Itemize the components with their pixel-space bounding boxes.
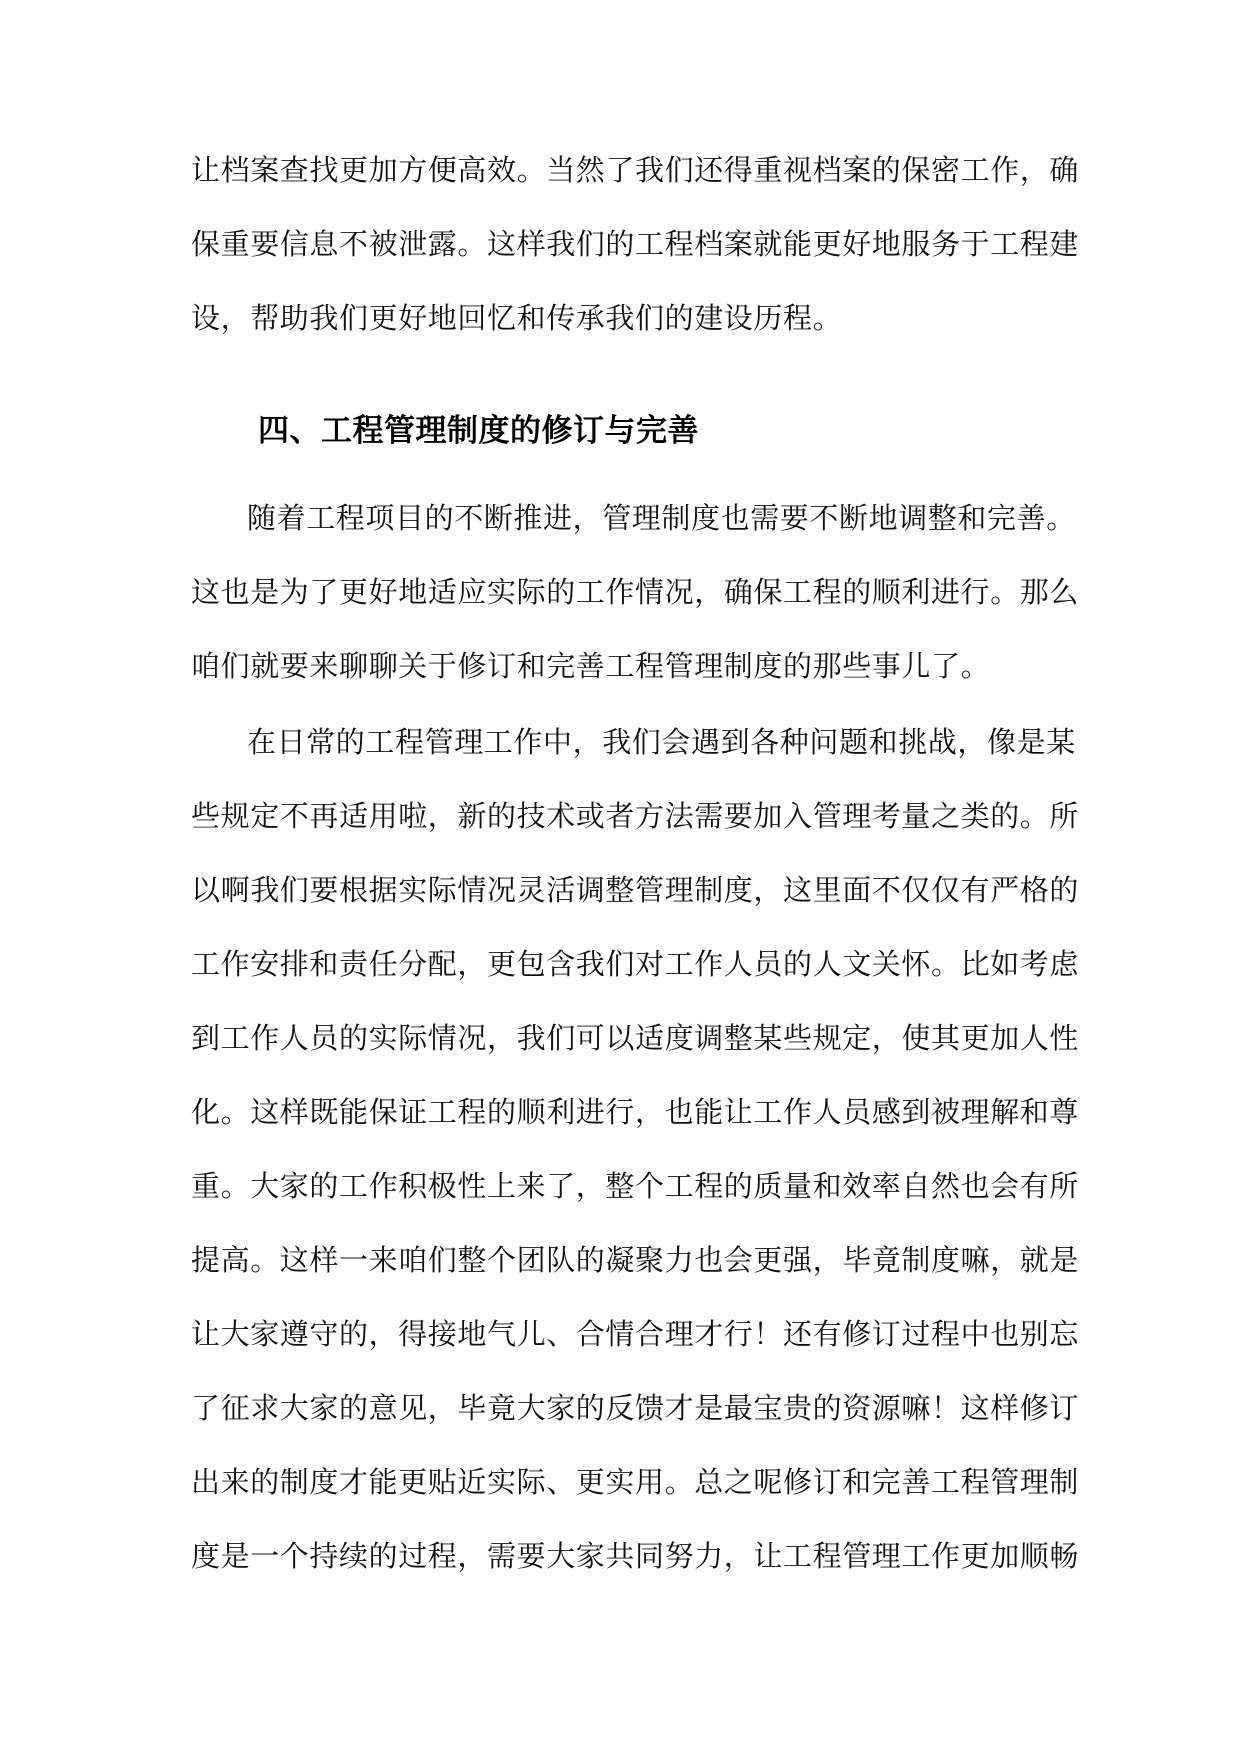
text-line: 让档案查找更加方便高效。当然了我们还得重视档案的保密工作，确 <box>191 153 1080 187</box>
paragraph-first-line: 随着工程项目的不断推进，管理制度也需要不断地调整和完善。 <box>247 501 1076 535</box>
text-line: 工作安排和责任分配，更包含我们对工作人员的人文关怀。比如考虑 <box>191 947 1080 981</box>
text-line: 化。这样既能保证工程的顺利进行，也能让工作人员感到被理解和尊 <box>191 1095 1080 1129</box>
section-heading: 四、工程管理制度的修订与完善 <box>258 413 699 449</box>
text-line: 这也是为了更好地适应实际的工作情况，确保工程的顺利进行。那么 <box>191 575 1080 609</box>
text-line: 到工作人员的实际情况，我们可以适度调整某些规定，使其更加人性 <box>191 1021 1080 1055</box>
paragraph-first-line: 在日常的工程管理工作中，我们会遇到各种问题和挑战，像是某 <box>247 725 1076 759</box>
text-line: 重。大家的工作积极性上来了，整个工程的质量和效率自然也会有所 <box>191 1169 1080 1203</box>
text-line: 些规定不再适用啦，新的技术或者方法需要加入管理考量之类的。所 <box>191 799 1080 833</box>
text-line: 让大家遵守的，得接地气儿、合情合理才行！还有修订过程中也别忘 <box>191 1317 1080 1351</box>
text-line: 保重要信息不被泄露。这样我们的工程档案就能更好地服务于工程建 <box>191 227 1080 261</box>
text-line: 设，帮助我们更好地回忆和传承我们的建设历程。 <box>191 301 843 335</box>
text-line: 提高。这样一来咱们整个团队的凝聚力也会更强，毕竟制度嘛，就是 <box>191 1243 1080 1277</box>
text-line: 了征求大家的意见，毕竟大家的反馈才是最宝贵的资源嘛！这样修订 <box>191 1391 1080 1425</box>
text-line: 咱们就要来聊聊关于修订和完善工程管理制度的那些事儿了。 <box>191 649 991 683</box>
text-line: 出来的制度才能更贴近实际、更实用。总之呢修订和完善工程管理制 <box>191 1465 1080 1499</box>
text-line: 度是一个持续的过程，需要大家共同努力，让工程管理工作更加顺畅 <box>191 1539 1080 1573</box>
text-line: 以啊我们要根据实际情况灵活调整管理制度，这里面不仅仅有严格的 <box>191 873 1080 907</box>
